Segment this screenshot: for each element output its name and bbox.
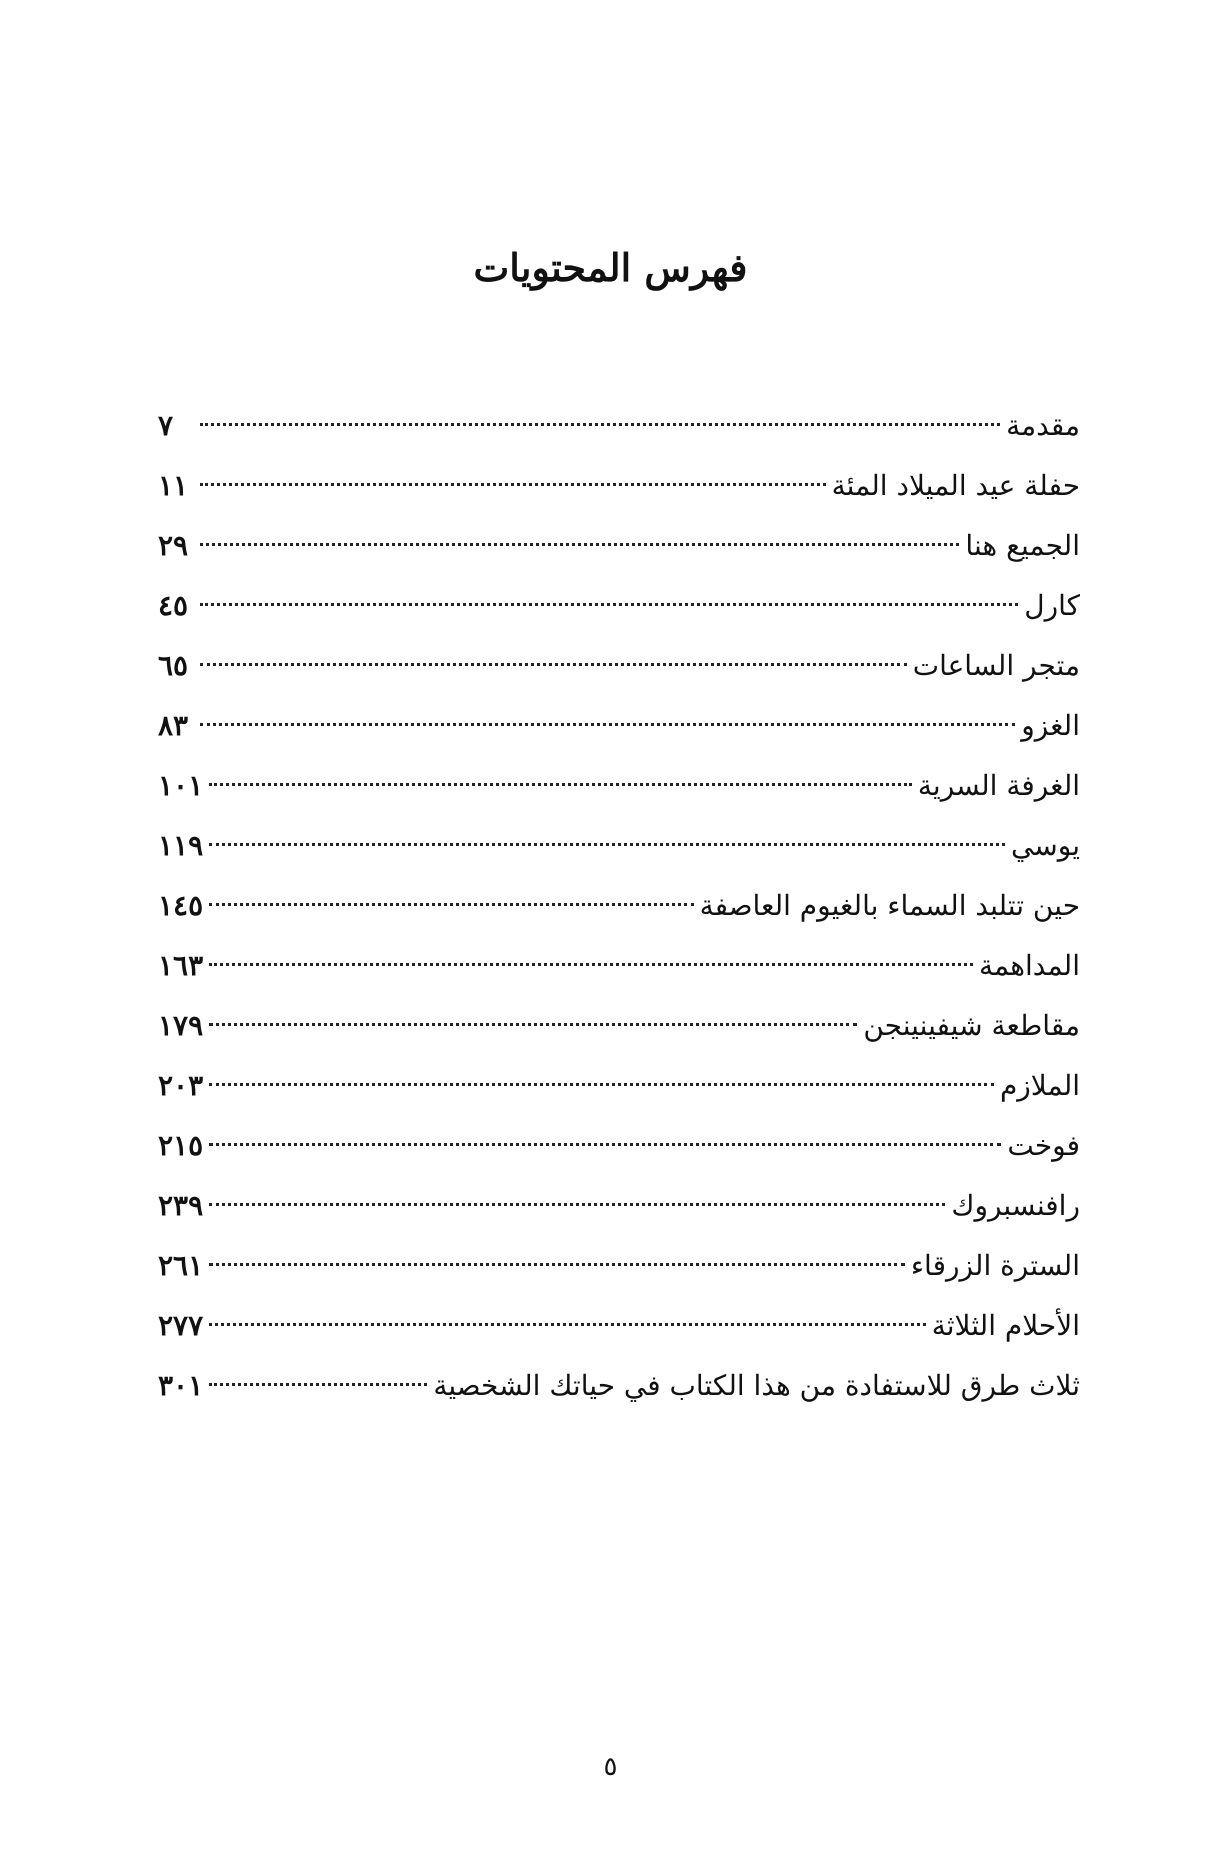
toc-dot-leader bbox=[209, 1023, 857, 1026]
toc-entry bbox=[158, 1356, 1080, 1416]
toc-entry-title: يوسي bbox=[1010, 829, 1080, 862]
toc-entry-page: ١٤٥ bbox=[158, 889, 204, 922]
toc-entry-page: ٣٠١ bbox=[158, 1369, 204, 1402]
toc-dot-leader bbox=[209, 903, 693, 906]
toc-entry-page: ٦٥ bbox=[158, 649, 189, 682]
toc-dot-leader bbox=[209, 783, 912, 786]
toc-entry-title: حين تتلبد السماء بالغيوم العاصفة bbox=[699, 889, 1080, 922]
toc-dot-leader bbox=[200, 603, 1018, 606]
toc-dot-leader bbox=[209, 963, 973, 966]
toc-entry-title: رافنسبروك bbox=[951, 1189, 1080, 1222]
toc-entry-title: مقدمة bbox=[1006, 409, 1080, 442]
page-title: فهرس المحتويات bbox=[473, 245, 748, 291]
toc-entry bbox=[158, 876, 1080, 936]
toc-entry bbox=[158, 456, 1080, 516]
toc-entry-page: ١٠١ bbox=[158, 769, 204, 802]
toc-entry bbox=[158, 1056, 1080, 1116]
toc-dot-leader bbox=[200, 483, 826, 486]
toc-dot-leader bbox=[209, 1203, 945, 1206]
toc-dot-leader bbox=[209, 1383, 427, 1386]
toc-entry bbox=[158, 936, 1080, 996]
toc-dot-leader bbox=[200, 543, 959, 546]
toc-entry-page: ١٦٣ bbox=[158, 949, 204, 982]
toc-entry bbox=[158, 1116, 1080, 1176]
toc-dot-leader bbox=[209, 1263, 905, 1266]
toc-dot-leader bbox=[209, 1323, 926, 1326]
toc-entry-page: ٤٥ bbox=[158, 589, 189, 622]
toc-dot-leader bbox=[209, 1083, 994, 1086]
toc-entry-title: المداهمة bbox=[979, 949, 1080, 982]
toc-entry-title: السترة الزرقاء bbox=[910, 1249, 1080, 1282]
toc-entry-page: ١٧٩ bbox=[158, 1009, 204, 1042]
toc-entry bbox=[158, 396, 1080, 456]
toc-entry-title: الملازم bbox=[999, 1069, 1080, 1102]
toc-entry-page: ٢٠٣ bbox=[158, 1069, 204, 1102]
toc-entry bbox=[158, 516, 1080, 576]
toc-dot-leader bbox=[200, 423, 1000, 426]
toc-dot-leader bbox=[209, 843, 1005, 846]
toc-entry bbox=[158, 576, 1080, 636]
toc-entry-title: متجر الساعات bbox=[912, 649, 1080, 682]
toc-entry bbox=[158, 756, 1080, 816]
page-number: ٥ bbox=[603, 1752, 618, 1782]
toc-entry bbox=[158, 1296, 1080, 1356]
toc-entry-page: ١١ bbox=[158, 469, 189, 502]
toc-entry bbox=[158, 996, 1080, 1056]
toc-entry-title: كارل bbox=[1024, 589, 1080, 622]
toc-entry bbox=[158, 1176, 1080, 1236]
toc-entry-page: ٢١٥ bbox=[158, 1129, 204, 1162]
toc-entry-title: مقاطعة شيفينينجن bbox=[863, 1009, 1080, 1042]
toc-entry-title: الغزو bbox=[1021, 709, 1080, 742]
toc-entry bbox=[158, 1236, 1080, 1296]
toc-entry-page: ٢٩ bbox=[158, 529, 189, 562]
toc-entry-page: ٧ bbox=[158, 409, 174, 442]
toc-entry-title: الجميع هنا bbox=[965, 529, 1080, 562]
toc-entry-page: ٢٦١ bbox=[158, 1249, 204, 1282]
toc-entry bbox=[158, 636, 1080, 696]
toc-entry-page: ٢٧٧ bbox=[158, 1309, 204, 1342]
toc-entry bbox=[158, 816, 1080, 876]
toc-entry-title: ثلاث طرق للاستفادة من هذا الكتاب في حياتك الشخصية bbox=[433, 1369, 1080, 1402]
toc-entry-page: ١١٩ bbox=[158, 829, 204, 862]
toc-dot-leader bbox=[200, 723, 1015, 726]
toc-entry-title: الأحلام الثلاثة bbox=[931, 1309, 1080, 1342]
toc-entry-page: ٨٣ bbox=[158, 709, 189, 742]
toc-entry-page: ٢٣٩ bbox=[158, 1189, 204, 1222]
toc-entry bbox=[158, 696, 1080, 756]
toc-entry-title: فوخت bbox=[1007, 1129, 1080, 1162]
toc-dot-leader bbox=[200, 663, 907, 666]
toc-dot-leader bbox=[209, 1143, 1001, 1146]
table-of-contents bbox=[158, 396, 1080, 1416]
toc-entry-title: حفلة عيد الميلاد المئة bbox=[831, 469, 1080, 502]
toc-entry-title: الغرفة السرية bbox=[917, 769, 1080, 802]
